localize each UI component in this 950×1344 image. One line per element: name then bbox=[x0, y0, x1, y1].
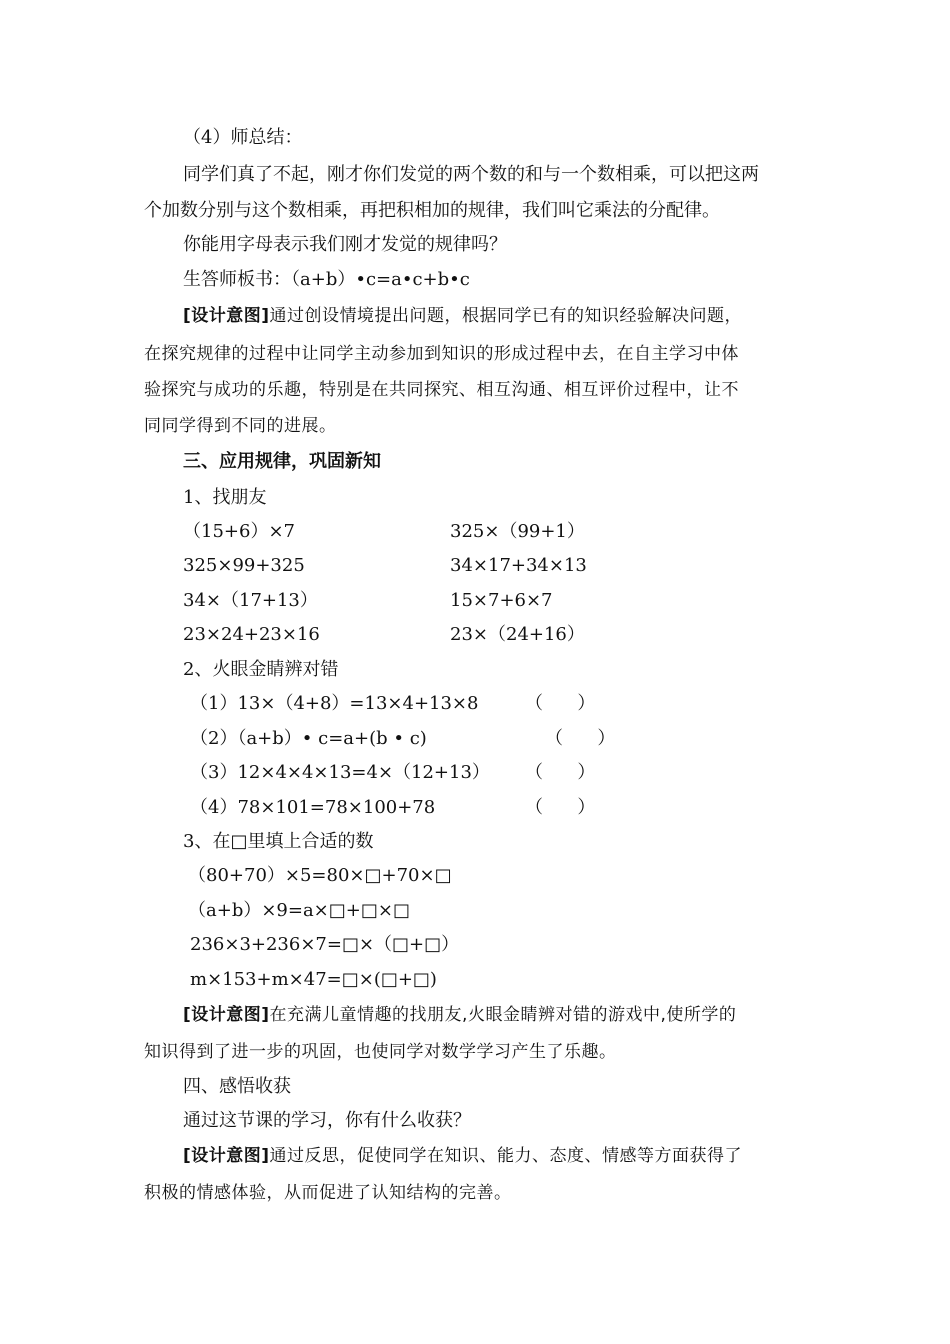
judge-answer-blank: （ ） bbox=[525, 693, 596, 714]
board-formula: 生答师板书：（a+b）•c=a•c+b•c bbox=[183, 269, 470, 290]
task-1-title: 1、找朋友 bbox=[183, 487, 267, 508]
design-intent-label: [设计意图] bbox=[183, 1146, 270, 1166]
design-intent-label: [设计意图] bbox=[183, 1005, 270, 1025]
design-intent-text: 通过反思，促使同学在知识、能力、态度、情感等方面获得了 bbox=[269, 1146, 743, 1166]
section-3-heading: 三、应用规律，巩固新知 bbox=[183, 451, 381, 472]
judge-question: （4）78×101=78×100+78 bbox=[190, 797, 436, 818]
section-4-heading: 四、感悟收获 bbox=[183, 1076, 291, 1097]
judge-question: （3）12×4×4×13=4×（12+13） bbox=[190, 762, 490, 783]
fill-item: （80+70）×5=80×□+70×□ bbox=[188, 865, 452, 886]
pair-right: 23×（24+16） bbox=[450, 624, 585, 645]
design-intent-1-line-3: 验探究与成功的乐趣，特别是在共同探究、相互沟通、相互评价过程中，让不 bbox=[144, 380, 739, 400]
fill-item: 236×3+236×7=□×（□+□） bbox=[190, 934, 460, 955]
summary-question: 你能用字母表示我们刚才发觉的规律吗？ bbox=[183, 234, 507, 255]
pair-left: （15+6）×7 bbox=[183, 521, 295, 542]
task-2-title: 2、火眼金睛辨对错 bbox=[183, 659, 339, 680]
pair-left: 34×（17+13） bbox=[183, 590, 318, 611]
summary-para-line-2: 个加数分别与这个数相乘，再把积相加的规律，我们叫它乘法的分配律。 bbox=[144, 200, 720, 221]
design-intent-1-line-2: 在探究规律的过程中让同学主动参加到知识的形成过程中去，在自主学习中体 bbox=[144, 344, 739, 364]
pair-right: 325×（99+1） bbox=[450, 521, 585, 542]
task-3-title: 3、在□里填上合适的数 bbox=[183, 831, 374, 852]
design-intent-2-line-2: 知识得到了进一步的巩固，也使同学对数学学习产生了乐趣。 bbox=[144, 1042, 617, 1062]
design-intent-3-line-2: 积极的情感体验，从而促进了认知结构的完善。 bbox=[144, 1183, 512, 1203]
pair-right: 15×7+6×7 bbox=[450, 590, 553, 611]
summary-title: （4）师总结： bbox=[183, 127, 303, 148]
pair-left: 23×24+23×16 bbox=[183, 624, 320, 645]
summary-para-line-1: 同学们真了不起，刚才你们发觉的两个数的和与一个数相乘，可以把这两 bbox=[183, 164, 759, 185]
pair-left: 325×99+325 bbox=[183, 555, 305, 576]
fill-item: （a+b）×9=a×□+□×□ bbox=[188, 900, 410, 921]
judge-answer-blank: （ ） bbox=[545, 728, 616, 749]
section-4-question: 通过这节课的学习，你有什么收获？ bbox=[183, 1110, 471, 1131]
design-intent-text: 通过创设情境提出问题，根据同学已有的知识经验解决问题， bbox=[269, 306, 743, 326]
judge-question: （1）13×（4+8）=13×4+13×8 bbox=[190, 693, 479, 714]
design-intent-text: 在充满儿童情趣的找朋友,火眼金睛辨对错的游戏中,使所学的 bbox=[269, 1005, 737, 1025]
fill-item: m×153+m×47=□×(□+□) bbox=[190, 969, 437, 990]
judge-answer-blank: （ ） bbox=[525, 797, 596, 818]
judge-question: （2）（a+b）• c=a+(b • c) bbox=[190, 728, 427, 749]
design-intent-3-line-1 bbox=[183, 1144, 742, 1168]
design-intent-2-line-1 bbox=[183, 1003, 736, 1027]
judge-answer-blank: （ ） bbox=[525, 762, 596, 783]
design-intent-1-line-4: 同同学得到不同的进展。 bbox=[144, 416, 337, 436]
design-intent-1-line-1 bbox=[183, 304, 742, 328]
design-intent-label: [设计意图] bbox=[183, 306, 270, 326]
pair-right: 34×17+34×13 bbox=[450, 555, 587, 576]
